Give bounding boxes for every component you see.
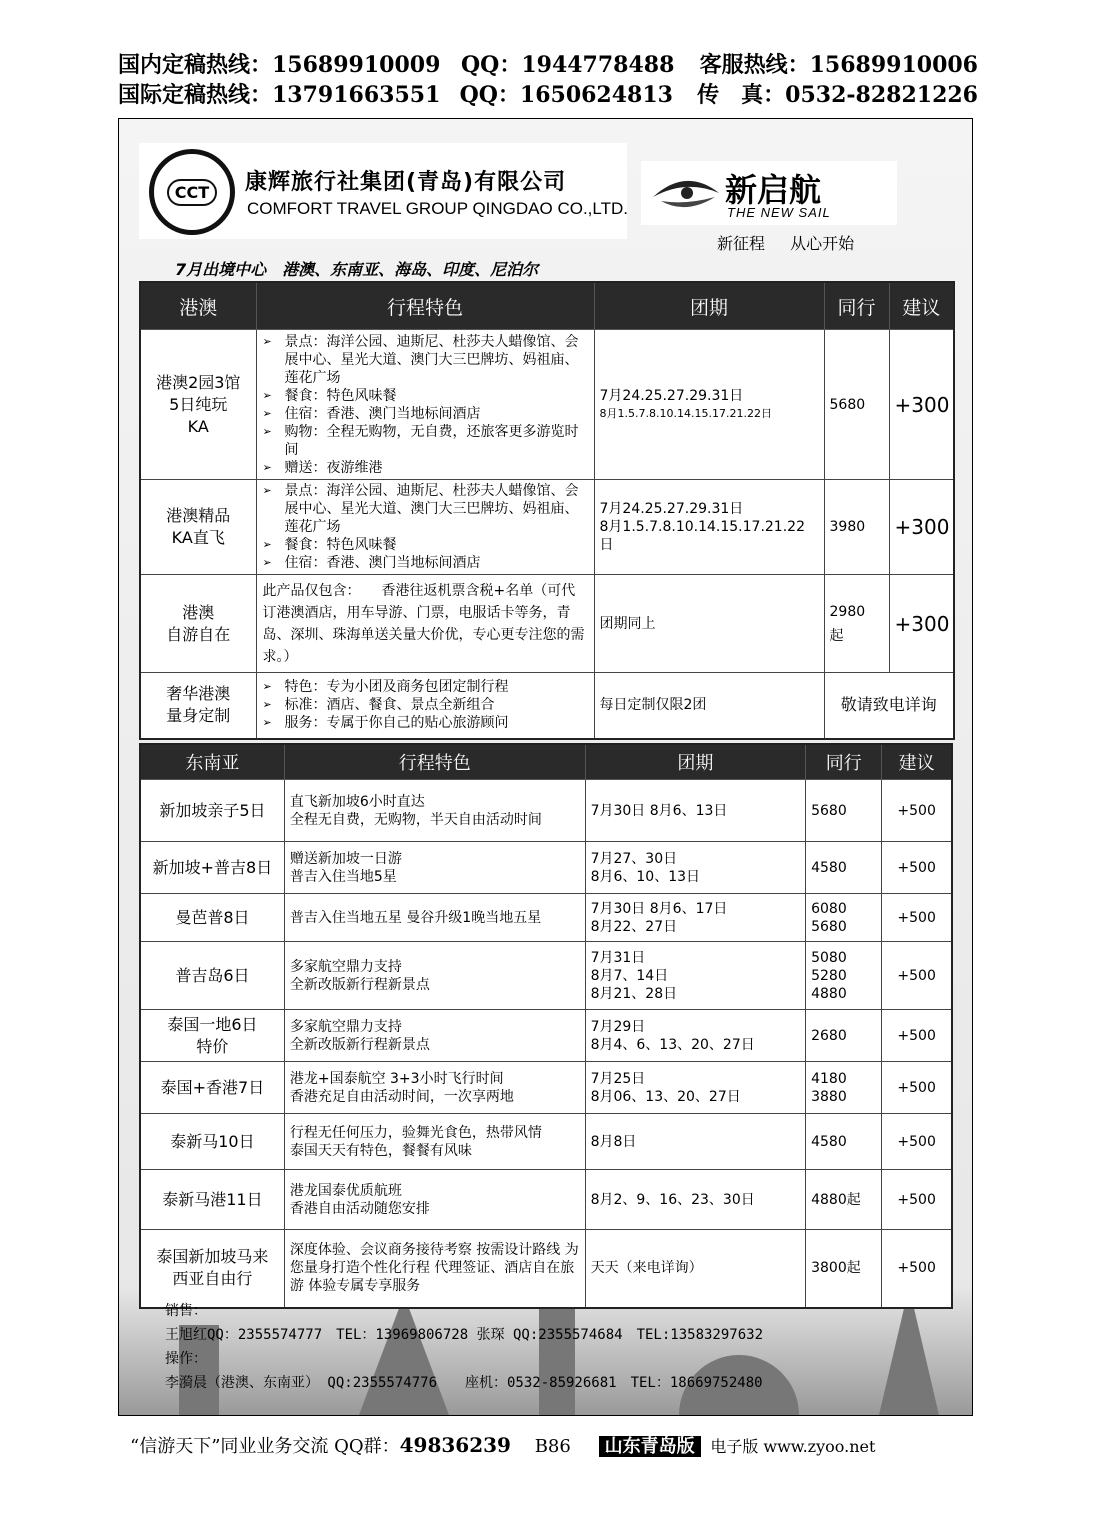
sales-label: 销售： bbox=[165, 1303, 207, 1319]
footer-qq: 49836239 bbox=[399, 1433, 511, 1457]
header-cell: 同行 bbox=[806, 744, 882, 780]
table-row bbox=[140, 480, 954, 575]
table-row bbox=[140, 575, 954, 673]
table-header-row bbox=[140, 282, 954, 330]
peer-price: 5680 bbox=[824, 330, 889, 480]
route-dates: 7月24.25.27.29.31日 8月1.5.7.8.10.14.15.17.21.22日 bbox=[594, 480, 824, 575]
section-heading: 7月出境中心 港澳、东南亚、海岛、印度、尼泊尔 bbox=[175, 260, 539, 279]
edition-tag: 山东青岛版 bbox=[599, 1436, 701, 1457]
company-name-en: COMFORT TRAVEL GROUP QINGDAO CO.,LTD. bbox=[247, 199, 628, 218]
sales-line: 王旭红QQ：2355574777 TEL：13969806728 张琛 QQ:2355574684 TEL:13583297632 bbox=[165, 1327, 764, 1343]
arrow-bullet-icon: ➢ bbox=[262, 424, 272, 438]
footer-text: “信游天下”同业业务交流 QQ群： bbox=[130, 1436, 400, 1457]
arrow-bullet-icon: ➢ bbox=[262, 716, 272, 730]
company-name-cn: 康辉旅行社集团(青岛)有限公司 bbox=[245, 170, 567, 195]
ops-line: 李漪晨（港澳、东南亚） QQ:2355574776 座机：0532-85926681 TEL：18669752480 bbox=[165, 1375, 763, 1391]
table-row bbox=[140, 894, 952, 942]
peer-price: 3800起 bbox=[806, 1230, 882, 1308]
route-dates: 8月8日 bbox=[585, 1114, 806, 1170]
header-cell: 行程特色 bbox=[284, 744, 585, 780]
peer-price: 6080 5680 bbox=[806, 894, 882, 942]
route-dates: 7月27、30日 8月6、10、13日 bbox=[585, 842, 806, 894]
suggested-markup: +500 bbox=[882, 780, 952, 842]
route-features: 多家航空鼎力支持 全新改版新行程新景点 bbox=[284, 942, 585, 1010]
route-dates: 7月29日 8月4、6、13、20、27日 bbox=[585, 1010, 806, 1062]
route-features: 多家航空鼎力支持 全新改版新行程新景点 bbox=[284, 1010, 585, 1062]
new-sail-en: THE NEW SAIL bbox=[727, 205, 831, 220]
new-sail-cn: 新启航 bbox=[725, 171, 822, 209]
inquiry-note: 敬请致电详询 bbox=[824, 673, 954, 739]
route-features: ➢ 特色：专为小团及商务包团定制行程 ➢ 标准：酒店、餐食、景点全新组合 ➢ 服务：专属于你自己的贴心旅游顾问 bbox=[256, 673, 594, 739]
suggested-markup: +500 bbox=[882, 1062, 952, 1114]
route-dates: 每日定制仅限2团 bbox=[594, 673, 824, 739]
footer bbox=[130, 1432, 875, 1458]
intl-qq: QQ：1650624813 bbox=[459, 82, 673, 108]
cct-flower-icon: CCT bbox=[149, 149, 235, 235]
route-dates: 天天（来电详询） bbox=[585, 1230, 806, 1308]
hotline-block bbox=[118, 50, 978, 110]
suggested-markup: +300 bbox=[889, 575, 954, 673]
route-name: 泰新马10日 bbox=[140, 1114, 284, 1170]
ops-label: 操作： bbox=[165, 1351, 207, 1367]
route-dates: 7月24.25.27.29.31日 8月1.5.7.8.10.14.15.17.21.22日 bbox=[594, 330, 824, 480]
route-features: 港龙+国泰航空 3+3小时飞行时间 香港充足自由活动时间，一次享两地 bbox=[284, 1062, 585, 1114]
hk-macau-table bbox=[139, 281, 955, 740]
route-name: 新加坡+普吉8日 bbox=[140, 842, 284, 894]
route-features: 深度体验、会议商务接待考察 按需设计路线 为您量身打造个性化行程 代理签证、酒店自在旅游 体验专属专享服务 bbox=[284, 1230, 585, 1308]
table-row bbox=[140, 330, 954, 480]
peer-price: 3980 bbox=[824, 480, 889, 575]
domestic-hotline: 国内定稿热线：15689910009 bbox=[118, 52, 441, 78]
suggested-markup: +500 bbox=[882, 842, 952, 894]
route-dates: 8月2、9、16、23、30日 bbox=[585, 1170, 806, 1230]
route-name: 港澳精品 KA直飞 bbox=[140, 480, 256, 575]
route-features: ➢ 景点：海洋公园、迪斯尼、杜莎夫人蜡像馆、会展中心、星光大道、澳门大三巴牌坊、妈祖庙、莲花广场 ➢ 餐食：特色风味餐 ➢ 住宿：香港、澳门当地标间酒店 ➢ 购物：全程无购物，无自费，还旅客更多游览时间 ➢ 赠送：夜游维港 bbox=[256, 330, 594, 480]
route-name: 泰国新加坡马来 西亚自由行 bbox=[140, 1230, 284, 1308]
website: 电子版 www.zyoo.net bbox=[710, 1437, 876, 1456]
table-header-row bbox=[140, 744, 952, 780]
suggested-markup: +500 bbox=[882, 942, 952, 1010]
route-dates: 7月30日 8月6、17日 8月22、27日 bbox=[585, 894, 806, 942]
route-dates: 7月25日 8月06、13、20、27日 bbox=[585, 1062, 806, 1114]
route-features: 赠送新加坡一日游 普吉入住当地5星 bbox=[284, 842, 585, 894]
route-features: 直飞新加坡6小时直达 全程无自费，无购物，半天自由活动时间 bbox=[284, 780, 585, 842]
table-row bbox=[140, 1114, 952, 1170]
hotline-row bbox=[118, 80, 978, 110]
route-name: 普吉岛6日 bbox=[140, 942, 284, 1010]
header-cell: 港澳 bbox=[140, 282, 256, 330]
arrow-bullet-icon: ➢ bbox=[262, 538, 272, 551]
suggested-markup: +500 bbox=[882, 1114, 952, 1170]
new-sail-logo bbox=[641, 161, 897, 225]
route-dates: 团期同上 bbox=[594, 575, 824, 673]
service-hotline: 客服热线：15689910006 bbox=[699, 52, 978, 78]
fax-line: 传 真：0532-82821226 bbox=[697, 82, 978, 108]
slogan: 新征程 从心开始 bbox=[717, 234, 855, 253]
eye-swoosh-icon bbox=[651, 175, 721, 211]
table-row bbox=[140, 1062, 952, 1114]
cct-logo bbox=[139, 143, 627, 239]
peer-price: 5080 5280 4880 bbox=[806, 942, 882, 1010]
header-cell: 行程特色 bbox=[256, 282, 594, 330]
route-name: 新加坡亲子5日 bbox=[140, 780, 284, 842]
southeast-asia-table bbox=[139, 743, 953, 1309]
table-row bbox=[140, 942, 952, 1010]
route-name: 泰新马港11日 bbox=[140, 1170, 284, 1230]
peer-price: 2680 bbox=[806, 1010, 882, 1062]
route-dates: 7月31日 8月7、14日 8月21、28日 bbox=[585, 942, 806, 1010]
route-dates: 7月30日 8月6、13日 bbox=[585, 780, 806, 842]
arrow-bullet-icon: ➢ bbox=[262, 334, 272, 348]
table-row bbox=[140, 1230, 952, 1308]
header-cell: 团期 bbox=[594, 282, 824, 330]
arrow-bullet-icon: ➢ bbox=[262, 406, 272, 420]
peer-price: 4880起 bbox=[806, 1170, 882, 1230]
table-row bbox=[140, 780, 952, 842]
table-row bbox=[140, 1010, 952, 1062]
route-features: 普吉入住当地五星 曼谷升级1晚当地五星 bbox=[284, 894, 585, 942]
contact-info bbox=[165, 1299, 763, 1395]
ad-frame bbox=[118, 118, 973, 1416]
page-number: B86 bbox=[534, 1436, 571, 1457]
route-name: 奢华港澳 量身定制 bbox=[140, 673, 256, 739]
table-row bbox=[140, 1170, 952, 1230]
table-row bbox=[140, 673, 954, 739]
intl-hotline: 国际定稿热线：13791663551 bbox=[118, 82, 441, 108]
route-name: 泰国+香港7日 bbox=[140, 1062, 284, 1114]
arrow-bullet-icon: ➢ bbox=[262, 460, 272, 474]
arrow-bullet-icon: ➢ bbox=[262, 388, 272, 402]
header-cell: 东南亚 bbox=[140, 744, 284, 780]
arrow-bullet-icon: ➢ bbox=[262, 556, 272, 569]
peer-price: 4580 bbox=[806, 842, 882, 894]
hotline-row bbox=[118, 50, 978, 80]
route-features: 港龙国泰优质航班 香港自由活动随您安排 bbox=[284, 1170, 585, 1230]
peer-price: 2980 起 bbox=[824, 575, 889, 673]
peer-price: 4580 bbox=[806, 1114, 882, 1170]
route-features: 行程无任何压力，验舞光食色，热带风情 泰国天天有特色，餐餐有风味 bbox=[284, 1114, 585, 1170]
arrow-bullet-icon: ➢ bbox=[262, 698, 272, 712]
suggested-markup: +500 bbox=[882, 1170, 952, 1230]
route-name: 泰国一地6日 特价 bbox=[140, 1010, 284, 1062]
peer-price: 5680 bbox=[806, 780, 882, 842]
route-features: ➢ 景点：海洋公园、迪斯尼、杜莎夫人蜡像馆、会展中心、星光大道、澳门大三巴牌坊、妈祖庙、莲花广场 ➢ 餐食：特色风味餐 ➢ 住宿：香港、澳门当地标间酒店 bbox=[256, 480, 594, 575]
suggested-markup: +300 bbox=[889, 480, 954, 575]
route-name: 港澳2园3馆 5日纯玩 KA bbox=[140, 330, 256, 480]
suggested-markup: +500 bbox=[882, 894, 952, 942]
route-name: 曼芭普8日 bbox=[140, 894, 284, 942]
header-cell: 团期 bbox=[585, 744, 806, 780]
domestic-qq: QQ：1944778488 bbox=[461, 52, 675, 78]
arrow-bullet-icon: ➢ bbox=[262, 680, 272, 694]
route-name: 港澳 自游自在 bbox=[140, 575, 256, 673]
suggested-markup: +300 bbox=[889, 330, 954, 480]
table-row bbox=[140, 842, 952, 894]
route-features: 此产品仅包含： 香港往返机票含税+名单（可代订港澳酒店，用车导游、门票，电服话卡等务，青岛、深圳、珠海单送关量大价优，专心更专注您的需求。） bbox=[256, 575, 594, 673]
peer-price: 4180 3880 bbox=[806, 1062, 882, 1114]
suggested-markup: +500 bbox=[882, 1010, 952, 1062]
header-cell: 建议 bbox=[882, 744, 952, 780]
header-cell: 建议 bbox=[889, 282, 954, 330]
header-cell: 同行 bbox=[824, 282, 889, 330]
arrow-bullet-icon: ➢ bbox=[262, 484, 272, 497]
suggested-markup: +500 bbox=[882, 1230, 952, 1308]
